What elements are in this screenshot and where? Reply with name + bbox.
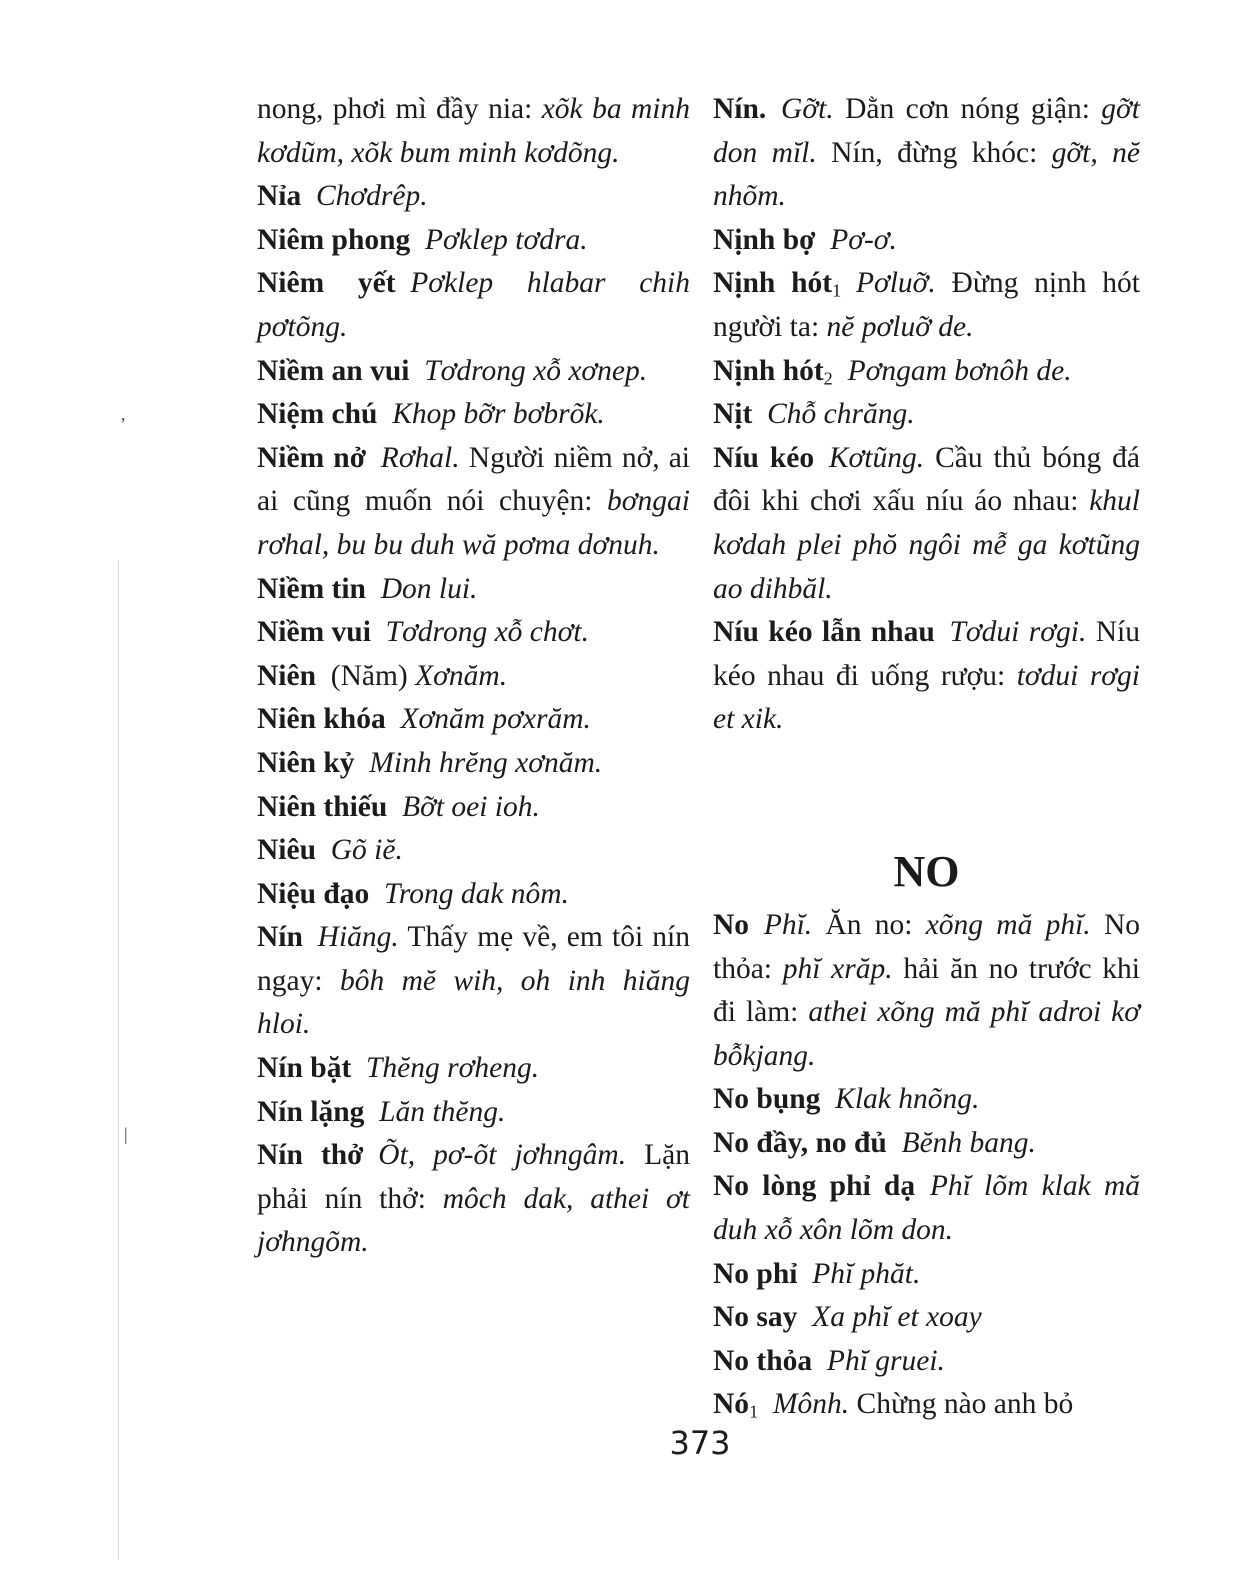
dictionary-entry	[257, 742, 690, 786]
dictionary-entry	[713, 88, 1140, 219]
dictionary-entry	[257, 568, 690, 612]
dictionary-entry	[713, 437, 1140, 611]
dictionary-entry	[257, 829, 690, 873]
entry-headword: No lòng phỉ dạ	[713, 1170, 916, 1203]
vietnamese-definition: hải ăn no trước khi đi làm:	[713, 952, 1140, 1029]
dictionary-entry	[257, 350, 690, 394]
entry-headword: Nó	[713, 1388, 750, 1421]
dictionary-entry	[257, 262, 690, 349]
entry-headword: Nín thở	[257, 1139, 364, 1172]
bahnar-translation: Rơhal.	[380, 441, 460, 474]
vietnamese-definition: Thấy mẹ về, em tôi nín ngay:	[257, 921, 690, 997]
bahnar-translation: Pơ-ơ.	[830, 223, 897, 256]
section-heading: NO	[893, 846, 960, 896]
dictionary-entry	[713, 219, 1140, 263]
entry-headword: Niệm chú	[257, 398, 378, 431]
vietnamese-definition: Người niềm nở, ai ai cũng muốn nói chuyện:	[257, 441, 690, 518]
vietnamese-definition: Chừng nào anh bỏ	[849, 1388, 1074, 1421]
right-column-entries	[713, 88, 1140, 742]
bahnar-translation: môch dak, athei ơt jơhngõm.	[257, 1182, 690, 1259]
dictionary-entry	[713, 393, 1140, 437]
dictionary-entry	[257, 219, 690, 263]
vietnamese-definition: Ăn no:	[812, 908, 926, 941]
dictionary-entry	[257, 873, 690, 917]
bahnar-translation: xõng mă phĭ.	[925, 908, 1091, 941]
bahnar-translation: Gõ iĕ.	[330, 834, 403, 867]
dictionary-entry	[713, 1340, 1140, 1384]
vietnamese-definition: Lặn phải nín thở:	[257, 1139, 690, 1215]
entry-headword: Niềm tin	[257, 572, 366, 605]
vietnamese-definition: Dằn cơn nóng giận:	[833, 93, 1102, 125]
dictionary-entry	[257, 611, 690, 655]
bahnar-translation: Tơdrong xỗ xơnep.	[424, 354, 648, 387]
dictionary-entry	[257, 1047, 690, 1091]
entry-headword: Niêm phong	[257, 223, 411, 256]
bahnar-translation: Pơklep hlabar chih pơtõng.	[257, 267, 690, 343]
bahnar-translation: Bĕnh bang.	[901, 1126, 1036, 1159]
bahnar-translation: xõk ba minh kơdũm, xõk bum minh kơdõng.	[257, 93, 690, 169]
bahnar-translation: Pơklep tơdra.	[425, 223, 588, 256]
bahnar-translation: Phĭ.	[763, 908, 813, 941]
dictionary-entry	[257, 1134, 690, 1265]
bahnar-translation: Kơtũng.	[828, 441, 925, 474]
bahnar-translation: Phĭ gruei.	[826, 1344, 945, 1377]
vietnamese-definition: No thỏa:	[713, 908, 1141, 985]
bahnar-translation: Minh hrĕng xơnăm.	[369, 746, 603, 779]
entry-headword: Niệu đạo	[257, 877, 370, 910]
entry-headword: Nín.	[713, 93, 767, 125]
entry-headword: Nịnh hót	[713, 267, 833, 300]
page-number: 373	[669, 1424, 731, 1462]
vietnamese-definition: Níu kéo nhau đi uống rượu:	[713, 616, 1140, 692]
dictionary-entry	[713, 1078, 1140, 1122]
entry-headword: Niên thiếu	[257, 790, 388, 823]
entry-headword: No đầy, no đủ	[713, 1126, 887, 1159]
dictionary-entry	[257, 437, 690, 568]
bahnar-translation: gỡt don mĭl.	[713, 93, 1140, 169]
dictionary-entry	[713, 1165, 1140, 1252]
bahnar-translation: Lăn thĕng.	[379, 1095, 506, 1128]
scan-mark: |	[124, 1124, 128, 1144]
bahnar-translation: Thĕng rơheng.	[366, 1052, 540, 1085]
entry-headword: No	[713, 908, 750, 941]
dictionary-entry	[257, 175, 690, 219]
vietnamese-definition: Nín, đừng khóc:	[816, 136, 1052, 169]
entry-headword: Niềm nở	[257, 441, 367, 474]
entry-headword: Nịt	[713, 398, 753, 431]
bahnar-translation: Chơdrêp.	[316, 180, 428, 213]
bahnar-translation: Trong dak nôm.	[384, 877, 569, 910]
entry-headword: Niềm vui	[257, 616, 371, 649]
headword-index: 1	[749, 1402, 759, 1422]
entry-headword: Nín lặng	[257, 1095, 365, 1128]
dictionary-entry	[257, 655, 690, 699]
bahnar-translation: Mônh.	[772, 1388, 850, 1421]
dictionary-left-column	[257, 88, 690, 1265]
entry-headword: No say	[713, 1301, 798, 1334]
bahnar-translation: Khop bỡr bơbrõk.	[392, 398, 605, 431]
bahnar-translation: Tơdrong xỗ chơt.	[385, 616, 589, 649]
entry-headword: Nịnh bợ	[713, 223, 816, 256]
scan-page-edge	[118, 560, 119, 1560]
bahnar-translation: phĭ xrăp.	[782, 952, 893, 985]
bahnar-translation: Õt, pơ-õt jơhngâm.	[378, 1139, 627, 1172]
entry-headword: No bụng	[713, 1083, 821, 1116]
bahnar-translation: Tơdui rơgi.	[949, 616, 1087, 649]
bahnar-translation: Don lui.	[380, 572, 478, 605]
entry-headword: Nín	[257, 921, 303, 954]
entry-headword: Niên khóa	[257, 703, 386, 736]
dictionary-entry	[713, 262, 1140, 349]
dictionary-entry	[257, 698, 690, 742]
bahnar-translation: Pơluỡ.	[855, 267, 936, 300]
dictionary-entry	[713, 904, 1140, 1078]
dictionary-entry	[257, 916, 690, 1047]
bahnar-translation: bôh mĕ wih, oh inh hiăng hloi.	[257, 964, 690, 1041]
dictionary-right-column	[713, 88, 1140, 1427]
bahnar-translation: Hiăng.	[317, 921, 399, 954]
bahnar-translation: Xa phĭ et xoay	[812, 1301, 982, 1334]
headword-index: 2	[823, 368, 833, 389]
bahnar-translation: Chỗ chrăng.	[767, 398, 915, 431]
scan-mark: ’	[120, 414, 126, 434]
entry-headword: No thỏa	[713, 1344, 813, 1377]
vietnamese-definition: Cầu thủ bóng đá đôi khi chơi xấu níu áo nhau:	[713, 441, 1140, 518]
dictionary-entry	[713, 611, 1140, 742]
entry-headword: Nịnh hót	[713, 354, 824, 387]
entry-headword: Nỉa	[257, 180, 302, 213]
bahnar-translation: Xơnăm.	[415, 659, 508, 692]
entry-headword: Nín bặt	[257, 1052, 352, 1085]
entry-headword: Niên kỷ	[257, 746, 355, 779]
bahnar-translation: Klak hnõng.	[835, 1083, 980, 1116]
bahnar-translation: athei xõng mă phĭ adroi kơ bỗkjang.	[713, 996, 1140, 1072]
entry-headword: Níu kéo lẫn nhau	[713, 616, 935, 649]
dictionary-entry	[257, 393, 690, 437]
dictionary-entry	[257, 1091, 690, 1135]
entry-headword: No phỉ	[713, 1257, 798, 1290]
bahnar-translation: Pơngam bơnôh de.	[847, 354, 1072, 387]
bahnar-translation: khul kơdah plei phŏ ngôi mễ ga kơtũng ao dihbăl.	[713, 485, 1140, 605]
dictionary-entry	[713, 1296, 1140, 1340]
entry-headword: Níu kéo	[713, 441, 815, 474]
bahnar-translation: gỡt, nĕ nhõm.	[713, 136, 1140, 213]
dictionary-entry	[713, 350, 1140, 394]
right-column-entries-no	[713, 904, 1140, 1427]
entry-headword: Niêm yết	[257, 267, 396, 300]
bahnar-translation: Phĭ lõm klak mă duh xỗ xôn lõm don.	[713, 1170, 1141, 1247]
vietnamese-definition: Đừng nịnh hót người ta:	[713, 267, 1141, 343]
dictionary-entry	[713, 1383, 1140, 1427]
headword-index: 1	[832, 280, 842, 301]
entry-headword: Niềm an vui	[257, 354, 410, 387]
dictionary-entry	[257, 786, 690, 830]
bahnar-translation: Bỡt oei ioh.	[402, 790, 540, 823]
dictionary-entry	[257, 88, 690, 175]
vietnamese-definition: nong, phơi mì đầy nia:	[257, 93, 542, 125]
dictionary-entry	[713, 1253, 1140, 1297]
bahnar-translation: nĕ pơluỡ de.	[826, 310, 974, 343]
bahnar-translation: Xơnăm pơxrăm.	[400, 703, 591, 736]
vietnamese-definition: (Năm)	[330, 659, 416, 692]
entry-headword: Niên	[257, 659, 316, 692]
entry-headword: Niêu	[257, 834, 316, 867]
bahnar-translation: tơdui rơgi et xik.	[713, 659, 1140, 736]
dictionary-entry	[713, 1122, 1140, 1166]
bahnar-translation: bơngai rơhal, bu bu duh wă pơma dơnuh.	[257, 485, 690, 561]
bahnar-translation: Gỡt.	[781, 93, 834, 125]
bahnar-translation: Phĭ phăt.	[812, 1257, 921, 1290]
